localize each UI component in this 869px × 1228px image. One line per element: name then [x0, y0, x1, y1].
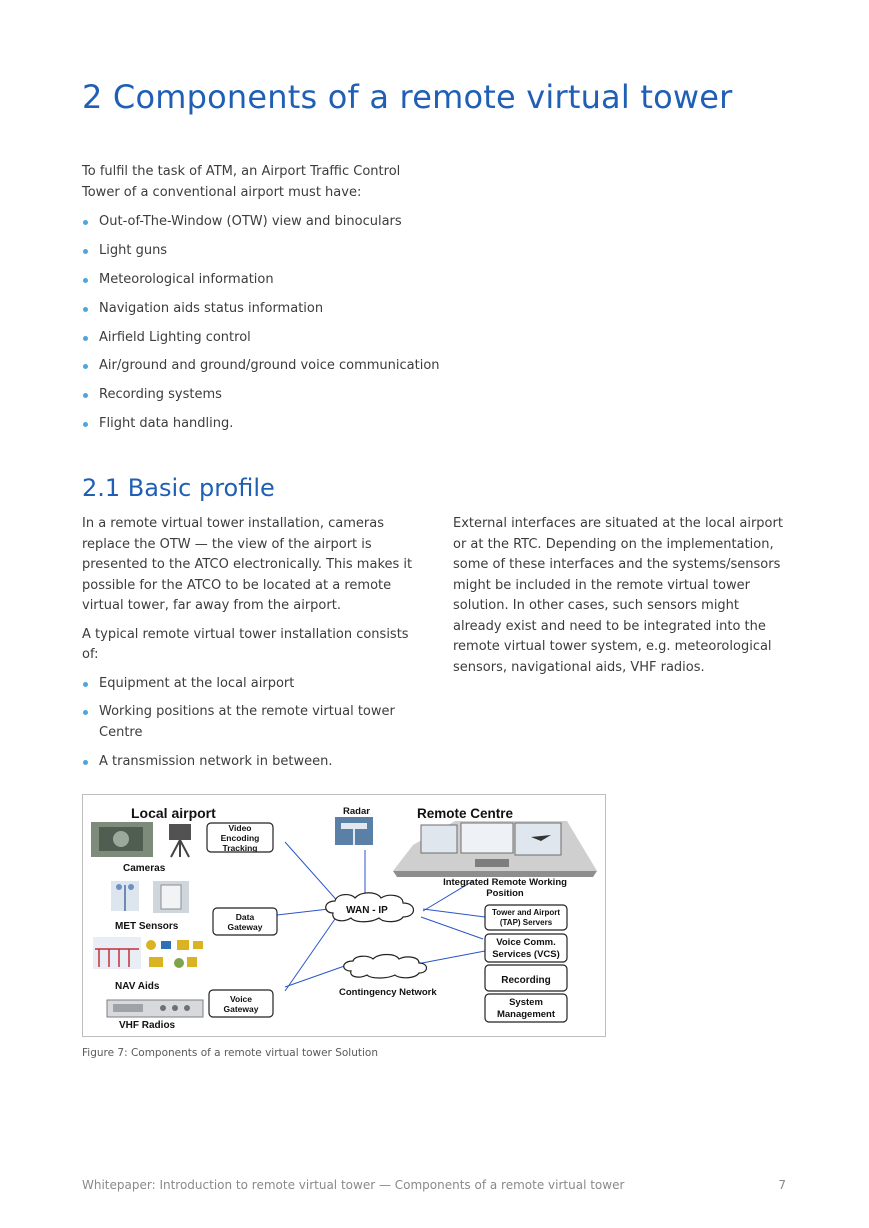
video-box-line: Encoding — [220, 833, 260, 843]
voice-gateway-line: Gateway — [223, 1004, 259, 1014]
left-column — [82, 514, 428, 781]
contingency-cloud-icon — [344, 955, 427, 979]
irwp-line: Integrated Remote Working — [443, 877, 567, 888]
section-heading: 2.1 Basic profile — [82, 474, 275, 502]
data-gateway-line: Data — [235, 912, 255, 922]
page-title: 2 Components of a remote virtual tower — [82, 78, 733, 116]
contingency-label: Contingency Network — [339, 987, 437, 998]
local-airport-label: Local airport — [131, 805, 216, 821]
voice-gateway-line: Voice — [229, 994, 253, 1004]
video-box-line: Tracking — [222, 843, 258, 853]
list-item: Working positions at the remote virtual tower Centre — [82, 702, 428, 743]
installation-list — [82, 674, 428, 773]
list-item: Meteorological information — [82, 270, 462, 291]
met-sensor-icon — [111, 881, 189, 913]
right-column — [453, 514, 791, 678]
list-item: Out-of-The-Window (OTW) view and binoculars — [82, 212, 462, 233]
video-box-line: Video — [228, 823, 252, 833]
system-diagram — [82, 794, 606, 1037]
page-footer — [82, 1178, 786, 1192]
footer-text: Whitepaper: Introduction to remote virtual tower — Components of a remote virtual tower — [82, 1178, 625, 1192]
vhf-radio-icon — [107, 1000, 203, 1017]
camera-icon — [91, 822, 191, 857]
list-item: A transmission network in between. — [82, 752, 428, 773]
paragraph: External interfaces are situated at the local airport or at the RTC. Depending on the implementation, some of these interfaces and the systems/sensors might be included in the remote virtual tower solution. In other cases, such sensors might already exist and need to be integrated into the remote virtual tower system, e.g. meteorological sensors, navigational aids, VHF radios. — [453, 516, 783, 675]
vcs-line: Services (VCS) — [492, 949, 560, 960]
irwp-line: Position — [486, 888, 524, 899]
radar-icon — [335, 817, 373, 845]
vhf-radios-label: VHF Radios — [119, 1020, 176, 1031]
list-item: Air/ground and ground/ground voice communication — [82, 356, 462, 377]
list-item: Airfield Lighting control — [82, 328, 462, 349]
nav-aids-icon — [93, 937, 203, 969]
list-item: Light guns — [82, 241, 462, 262]
wan-ip-label: WAN - IP — [346, 905, 388, 916]
radar-label: Radar — [343, 806, 370, 817]
intro-paragraph: To fulfil the task of ATM, an Airport Traffic Control Tower of a conventional airport must have: — [82, 164, 401, 200]
list-item: Recording systems — [82, 385, 462, 406]
tap-line: Tower and Airport — [492, 908, 560, 917]
working-position-icon — [393, 821, 597, 877]
sysman-line: Management — [496, 1009, 556, 1020]
list-item: Flight data handling. — [82, 414, 462, 435]
nav-aids-label: NAV Aids — [115, 981, 160, 992]
tap-line: (TAP) Servers — [499, 918, 553, 927]
cameras-label: Cameras — [123, 863, 166, 874]
paragraph: A typical remote virtual tower installation consists of: — [82, 626, 409, 662]
page-number: 7 — [778, 1178, 786, 1192]
remote-centre-label: Remote Centre — [417, 806, 514, 821]
figure-caption: Figure 7: Components of a remote virtual tower Solution — [82, 1047, 378, 1059]
sysman-line: System — [509, 997, 543, 1008]
data-gateway-line: Gateway — [227, 922, 263, 932]
recording-label: Recording — [501, 975, 551, 986]
met-sensors-label: MET Sensors — [115, 921, 179, 932]
list-item: Navigation aids status information — [82, 299, 462, 320]
requirements-list — [82, 212, 462, 443]
vcs-line: Voice Comm. — [496, 937, 556, 948]
list-item: Equipment at the local airport — [82, 674, 428, 695]
paragraph: In a remote virtual tower installation, cameras replace the OTW — the view of the airport is presented to the ATCO electronically. This makes it possible for the ATCO to be located at a remote virtual tower, far away from the airport. — [82, 516, 413, 613]
